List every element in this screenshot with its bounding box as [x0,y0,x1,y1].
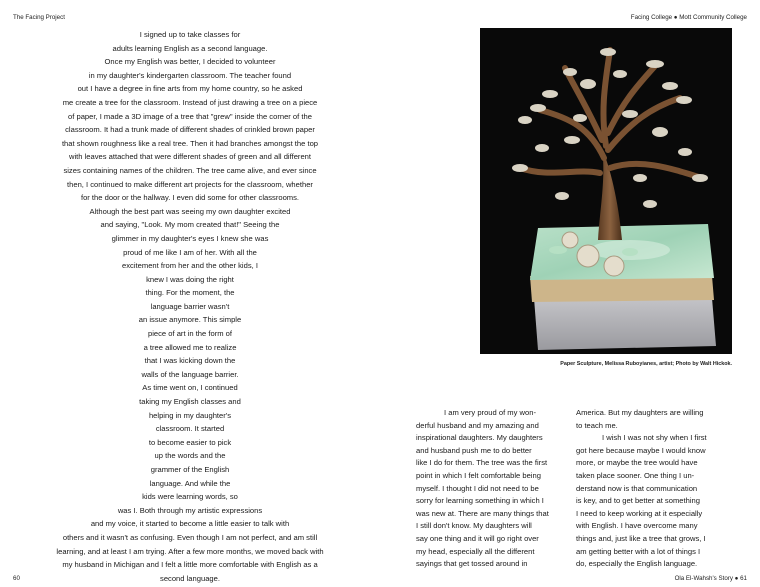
text-line: language. And while the [149,478,231,488]
text-line: point in which I felt comfortable being [416,470,541,480]
text-line: with leaves attached that were different shades of green and all different [68,152,312,162]
text-line: classroom. It had a trunk made of different shades of crinkled brown paper [65,125,315,135]
text-line: others and it wasn't as confusing. Even though I am not perfect, and am still [62,532,318,542]
text-line: to become easier to pick [148,437,232,447]
text-line: myself. I thought I did not need to be [416,483,539,493]
text-line: my husband in Michigan and I felt a little more comfortable with English as a [62,560,318,570]
text-line: glimmer in my daughter's eyes I knew she was [111,233,269,243]
text-line: things and, just like a tree that grows, I [576,533,706,543]
text-line: piece of art in the form of [148,329,232,339]
text-line: that shown roughness like a real tree. Then it had branches amongst the top [61,138,319,148]
running-header-right: Facing College ● Mott Community College [630,14,747,21]
paper-tree-sculpture-image [480,28,732,354]
tree-shaped-paragraph [20,28,360,585]
body-column-1 [416,407,566,571]
text-line: to teach me. [576,420,618,430]
text-line: my head, especially all the different [416,546,535,556]
text-line: Although the best part was seeing my own daughter excited [89,206,291,216]
text-line: and husband push me to do better [416,445,532,455]
text-line: language barrier wasn't [150,301,230,311]
text-line: was I. Both through my artistic expressions [117,505,263,515]
text-line: America. But my daughters are willing [576,408,704,417]
text-line: a tree allowed me to realize [143,342,237,352]
photo-caption: Paper Sculpture, Melissa Ruboyianes, artist; Photo by Walt Hickok. [560,361,732,367]
text-line: out I have a degree in fine arts from my home country, so he asked [77,84,303,94]
text-line: was new at. There are many things that [416,508,549,518]
text-line: knew I was doing the right [146,274,234,284]
text-line: of paper, I made a 3D image of a tree that "grew" inside the corner of the [68,111,312,121]
text-line: derstand now is that communication [576,483,698,493]
text-line: in my daughter's kindergarten classroom. The teacher found [88,70,292,80]
text-line: is key, and to get better at something [576,496,700,506]
text-line: classroom. It started [155,424,225,434]
paper-sculpture-photo [480,28,732,354]
text-line: I still don't know. My daughters will [416,521,532,531]
text-line: sorry for learning something in which I [416,496,544,506]
text-line: for the door or the hallway. I even did some for other classrooms. [80,193,300,203]
text-line: learning, and at least I am trying. After a few more months, we moved back with [56,546,324,556]
text-line: proud of me like I am of her. With all the [123,247,257,257]
text-line: am getting better with a lot of things I [576,546,701,556]
text-line: and my voice, it started to become a little easier to talk with [90,519,290,529]
text-line: sizes containing names of the children. The tree came alive, and ever since [63,165,317,175]
text-line: adults learning English as a second language. [112,43,268,53]
text-line: I signed up to take classes for [139,30,241,39]
text-line: second language. [160,573,220,583]
text-line: say one thing and it will go right over [416,533,539,543]
text-line: taken place sooner. One thing I un- [576,470,695,480]
text-line: an issue anymore. This simple [138,315,242,325]
text-line: I need to keep working at it especially [576,508,703,518]
page-number-right: Ola El-Wahsh's Story ● 61 [674,575,747,582]
running-header-left: The Facing Project [13,14,65,21]
text-line: helping in my daughter's [148,410,232,420]
text-line: then, I continued to make different art projects for the classroom, whether [67,179,313,189]
text-line: sayings that get tossed around in [416,559,528,569]
text-line: me create a tree for the classroom. Instead of just drawing a tree on a piece [62,97,318,107]
text-line: and saying, "Look. My mom created that!" Seeing the [100,220,280,230]
text-line: thing. For the moment, the [145,288,235,298]
text-line: taking my English classes and [139,397,241,407]
body-column-2 [576,407,732,571]
text-line: that I was kicking down the [144,356,236,366]
page-number-left: 60 [13,575,20,582]
text-line: derful husband and my amazing and [416,420,539,430]
text-line: As time went on, I continued [142,383,238,393]
text-line: inspirational daughters. My daughters [416,433,543,443]
text-line: up the words and the [154,451,226,461]
text-line: with English. I have overcome many [576,521,698,531]
text-line: excitement from her and the other kids, I [122,261,258,271]
text-line: more, or maybe the tree would have [576,458,698,468]
text-line: got here because maybe I would know [576,445,706,455]
text-line: kids were learning words, so [142,492,238,502]
text-line: walls of the language barrier. [141,369,239,379]
text-line: I am very proud of my won- [444,408,537,417]
text-line: I wish I was not shy when I first [602,433,707,443]
text-line: do, especially the English language. [576,559,698,569]
text-line: like I do for them. The tree was the first [416,458,548,468]
text-line: grammer of the English [150,465,230,474]
text-line: Once my English was better, I decided to volunteer [104,57,276,67]
